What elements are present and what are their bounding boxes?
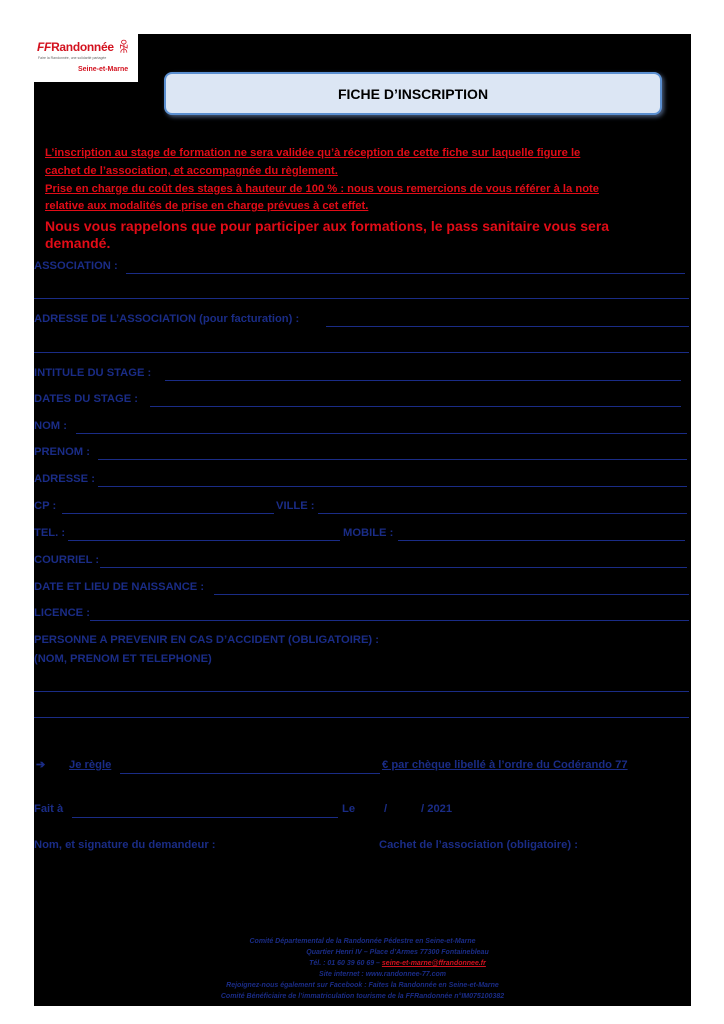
footer-line-3 <box>34 958 691 970</box>
mobile-line[interactable] <box>398 540 685 541</box>
course-dates-label: DATES DU STAGE : <box>34 393 139 405</box>
course-title-label: INTITULE DU STAGE : <box>34 367 152 379</box>
notice-validation-line2: cachet de l’association, et accompagnée du règlement. <box>45 165 338 177</box>
city-label: VILLE : <box>276 500 315 512</box>
stamp-label: Cachet de l’association (obligatoire) : <box>379 839 578 851</box>
footer-line-1: Comité Départemental de la Randonnée Pédestre en Seine-et-Marne <box>249 938 476 945</box>
licence-field[interactable] <box>34 607 691 621</box>
last-name-field[interactable] <box>34 420 691 434</box>
last-name-label: NOM : <box>34 420 67 432</box>
association-label: ASSOCIATION : <box>34 260 118 272</box>
place-line[interactable] <box>72 817 338 818</box>
logo-brand-name: Randonnée <box>51 40 114 54</box>
footer-facebook: Rejoignez-nous également sur Facebook : Faites la Randonnée en Seine-et-Marne <box>226 982 499 989</box>
licence-label: LICENCE : <box>34 607 90 619</box>
payment-label: Je règle <box>69 759 112 771</box>
logo-tagline: Faire la Randonnée, une solidarité partagée <box>38 56 107 60</box>
address-line[interactable] <box>98 486 687 487</box>
association-line-2[interactable] <box>34 298 689 299</box>
footer-line-2: Quartier Henri IV – Place d’Armes 77300 Fontainebleau <box>306 949 489 956</box>
licence-line[interactable] <box>90 620 689 621</box>
emergency-contact-line-1[interactable] <box>34 691 689 692</box>
logo-wordmark <box>37 40 114 54</box>
birth-label: DATE ET LIEU DE NAISSANCE : <box>34 581 205 593</box>
association-address-line[interactable] <box>326 326 689 327</box>
address-field[interactable] <box>34 473 691 487</box>
signature-label: Nom, et signature du demandeur : <box>34 839 216 851</box>
phone-row <box>34 527 691 541</box>
association-field[interactable] <box>34 260 691 274</box>
birth-line[interactable] <box>214 594 689 595</box>
mobile-label: MOBILE : <box>343 527 394 539</box>
phone-line[interactable] <box>68 540 340 541</box>
postcode-city-row <box>34 500 691 514</box>
notice-funding-line1: Prise en charge du coût des stages à hauteur de 100 % : nous vous remercions de vous référer à la note <box>45 183 599 195</box>
first-name-line[interactable] <box>98 459 687 460</box>
course-title-field[interactable] <box>34 367 691 381</box>
emergency-contact-label: PERSONNE A PREVENIR EN CAS D’ACCIDENT (OBLIGATOIRE) : <box>34 634 379 646</box>
first-name-field[interactable] <box>34 446 691 460</box>
notice-funding-line2: relative aux modalités de prise en charge prévues à cet effet. <box>45 200 369 212</box>
footer-website: Site internet : www.randonnee-77.com <box>319 971 446 978</box>
payment-cheque-text: € par chèque libellé à l’ordre du Codérando 77 <box>382 759 628 771</box>
walker-icon: ꆜ <box>118 40 130 57</box>
footer-email-link[interactable]: seine-et-marne@ffrandonnee.fr <box>381 960 486 967</box>
city-line[interactable] <box>318 513 687 514</box>
birth-field[interactable] <box>34 581 691 595</box>
page-title: FICHE D’INSCRIPTION <box>337 85 489 102</box>
course-dates-line[interactable] <box>150 406 681 407</box>
email-line[interactable] <box>100 567 687 568</box>
date-year: / 2021 <box>421 803 453 815</box>
notice-pass-sanitaire: Nous vous rappelons que pour participer aux formations, le pass sanitaire vous sera demandé. <box>45 218 610 251</box>
place-label: Fait à <box>34 803 64 815</box>
postcode-line[interactable] <box>62 513 274 514</box>
arrow-right-icon: ➔ <box>36 759 46 771</box>
email-field[interactable] <box>34 554 691 568</box>
logo-region: Seine-et-Marne <box>78 66 129 73</box>
association-address-line-2[interactable] <box>34 352 689 353</box>
emergency-contact-sublabel: (NOM, PRENOM ET TELEPHONE) <box>34 653 212 665</box>
footer-phone: Tél. : 01 60 39 60 69 – <box>309 960 380 967</box>
title-box <box>164 72 662 115</box>
footer-immatriculation: Comité Bénéficiaire de l’immatriculation tourisme de la FFRandonnée n°IM075100382 <box>220 993 505 1000</box>
notice-validation-line1: L’inscription au stage de formation ne sera validée qu’à réception de cette fiche sur laquelle figure le <box>45 147 581 159</box>
address-label: ADRESSE : <box>34 473 95 485</box>
email-label: COURRIEL : <box>34 554 100 566</box>
postcode-label: CP : <box>34 500 57 512</box>
ffrandonnee-logo <box>34 34 138 82</box>
course-title-line[interactable] <box>165 380 681 381</box>
emergency-contact-line-2[interactable] <box>34 717 689 718</box>
association-address-field[interactable] <box>34 313 691 327</box>
association-line[interactable] <box>126 273 685 274</box>
last-name-line[interactable] <box>76 433 687 434</box>
course-dates-field[interactable] <box>34 393 691 407</box>
phone-label: TEL. : <box>34 527 66 539</box>
date-separator-1: / <box>384 803 388 815</box>
document-page <box>34 34 691 1006</box>
payment-amount-line[interactable] <box>120 773 380 774</box>
first-name-label: PRENOM : <box>34 446 90 458</box>
date-label: Le <box>342 803 356 815</box>
association-address-label: ADRESSE DE L’ASSOCIATION (pour facturation) : <box>34 313 300 325</box>
logo-ff: FF <box>37 40 52 54</box>
